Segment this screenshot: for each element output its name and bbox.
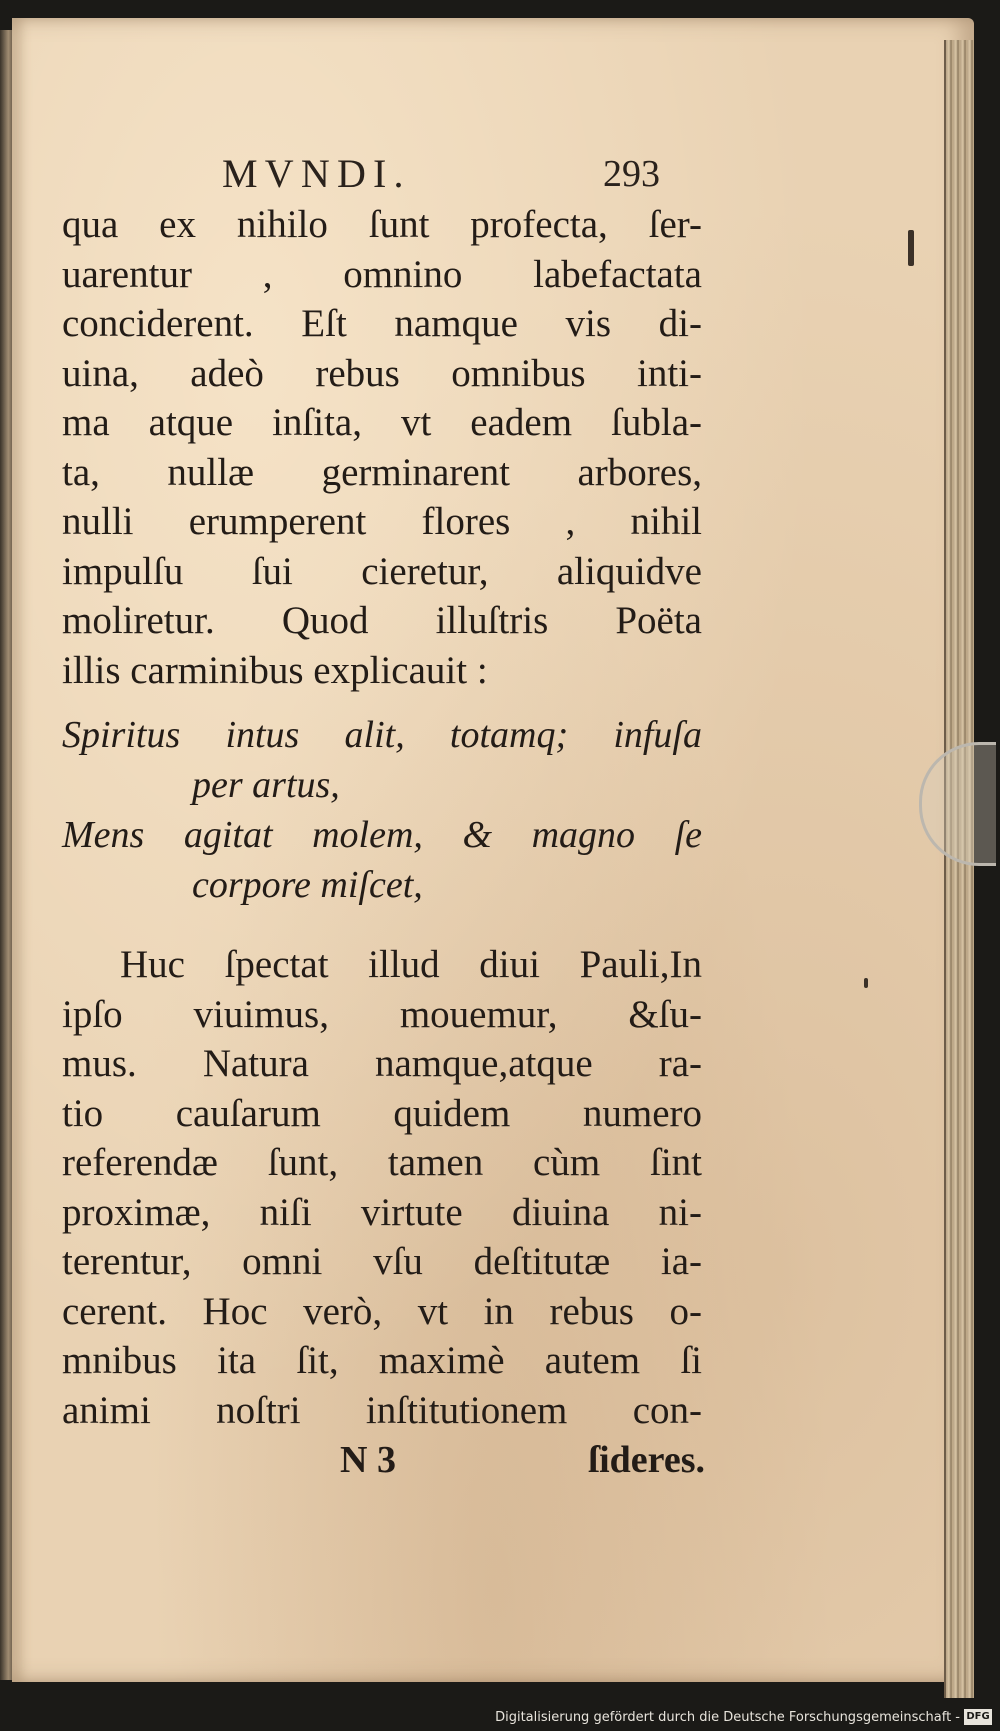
text-line: referendæ ſunt, tamen cùm ſint [62,1141,702,1184]
text-block-2 [62,940,702,1435]
text-line: mnibus ita ſit, maximè autem ſi [62,1339,702,1382]
text-line: animi noſtri inſtitutionem con- [62,1388,702,1432]
text-line: uina, adeò rebus omnibus inti- [62,351,702,395]
text-line: ta, nullæ germinarent arbores, [62,450,702,494]
ink-mark [908,230,914,266]
ink-mark [864,978,868,988]
text-line: ipſo viuimus, mouemur, &ſu- [62,992,702,1036]
dfg-logo: DFG [964,1709,992,1725]
catchword: ſideres. [588,1439,705,1481]
page-edges [944,40,974,1700]
text-line: nulli erumperent flores , nihil [62,500,702,543]
text-block-1 [62,200,702,695]
verse-line: corpore miſcet, [192,864,423,906]
text-line: conciderent. Eſt namque vis di- [62,302,702,345]
verse-quotation [62,710,702,910]
text-line: illis carminibus explicauit : [62,648,488,692]
text-line: ma atque inſita, vt eadem ſubla- [62,401,702,444]
text-line: terentur, omni vſu deſtitutæ ia- [62,1240,702,1283]
verse-line: Mens agitat molem, & magno ſe [62,814,702,856]
verse-line: Spiritus intus alit, totamq; infuſa [62,714,702,756]
text-line: cerent. Hoc verò, vt in rebus o- [62,1289,702,1333]
signature-mark: N 3 [340,1439,396,1481]
verse-line: per artus, [192,764,340,806]
text-line: moliretur. Quod illuſtris Poëta [62,599,702,642]
footer-credit: Digitalisierung gefördert durch die Deutsche Forschungsgemeinschaft - [495,1710,960,1725]
page-number: 293 [603,153,660,195]
text-line: proximæ, niſi virtute diuina ni- [62,1190,702,1234]
text-line: uarentur , omnino labefactata [62,252,702,296]
text-line: mus. Natura namque,atque ra- [62,1042,702,1085]
text-line: impulſu ſui cieretur, aliquidve [62,549,702,593]
text-line: Huc ſpectat illud diui Pauli,In [120,943,702,986]
text-line: qua ex nihilo ſunt profecta, ſer- [62,203,702,246]
running-head: MVNDI. [222,151,411,196]
text-line: tio cauſarum quidem numero [62,1091,702,1135]
